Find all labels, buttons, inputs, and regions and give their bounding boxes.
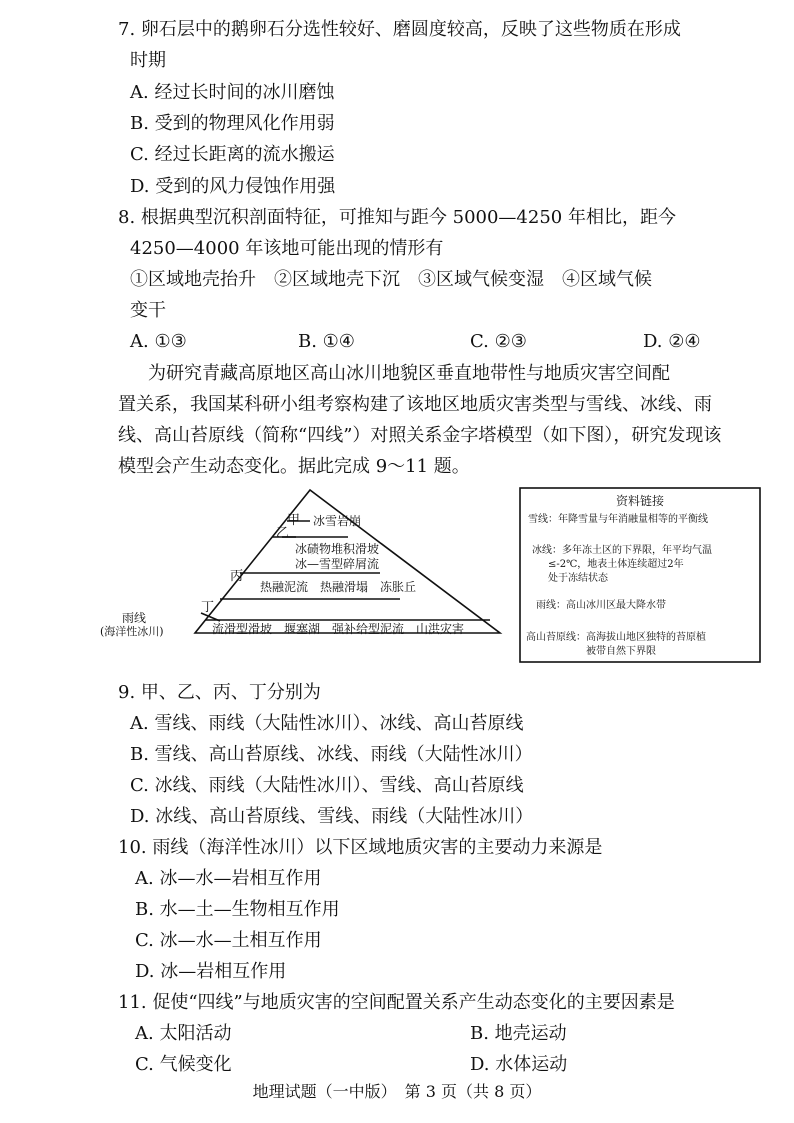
tier3-label: 热融泥流 热融滑塌 冻胀丘	[260, 580, 417, 594]
label-ding: 丁	[201, 600, 215, 615]
q11-option-a: A. 太阳活动	[135, 1023, 232, 1044]
info-tundra-2: 被带自然下界限	[586, 646, 656, 657]
info-tundra-1: 高山苔原线：高海拔山地区独特的苔原植	[526, 632, 706, 643]
info-ice-3: 处于冻结状态	[548, 573, 608, 584]
q10-option-c: C. 冰—水—土相互作用	[135, 930, 322, 951]
q7-option-b: B. 受到的物理风化作用弱	[130, 113, 335, 134]
q11-option-c: C. 气候变化	[135, 1054, 232, 1075]
label-rain-line-sub: (海洋性冰川)	[100, 625, 164, 638]
label-yi: 乙	[276, 526, 290, 541]
passage-line4: 模型会产生动态变化。据此完成 9～11 题。	[118, 456, 470, 477]
passage-line2: 置关系，我国某科研小组考察构建了该地区地质灾害类型与雪线、冰线、雨	[118, 394, 712, 415]
q10-stem: 10. 雨线（海洋性冰川）以下区域地质灾害的主要动力来源是	[118, 837, 603, 858]
q10-option-a: A. 冰—水—岩相互作用	[135, 868, 322, 889]
tier4-label: 流滑型滑坡 堰塞湖 强补给型泥流 山洪灾害	[212, 622, 465, 636]
passage-line3: 线、高山苔原线（简称“四线”）对照关系金字塔模型（如下图），研究发现该	[118, 425, 722, 446]
q8-option-c: C. ②③	[470, 331, 527, 352]
q8-choices-line1: ①区域地壳抬升 ②区域地壳下沉 ③区域气候变湿 ④区域气候	[130, 269, 652, 290]
q7-stem-line2: 时期	[130, 50, 166, 71]
q9-stem: 9. 甲、乙、丙、丁分别为	[118, 682, 321, 703]
tier2-label-1: 冰碛物堆积滑坡	[295, 542, 380, 556]
q9-option-d: D. 冰线、高山苔原线、雪线、雨线（大陆性冰川）	[130, 806, 534, 827]
label-jia: 甲	[287, 513, 301, 528]
q11-option-b: B. 地壳运动	[470, 1023, 567, 1044]
tier1-label: 冰雪岩崩	[313, 514, 362, 528]
q9-option-a: A. 雪线、雨线（大陆性冰川）、冰线、高山苔原线	[130, 713, 524, 734]
page-footer: 地理试题（一中版） 第 3 页（共 8 页）	[252, 1082, 542, 1101]
q7-option-a: A. 经过长时间的冰川磨蚀	[130, 82, 335, 103]
q8-choices-line2: 变干	[130, 300, 166, 321]
info-rain: 雨线：高山冰川区最大降水带	[536, 600, 666, 611]
q8-option-b: B. ①④	[298, 331, 355, 352]
label-bing: 丙	[230, 569, 244, 584]
info-snow: 雪线：年降雪量与年消融量相等的平衡线	[528, 514, 708, 525]
q8-option-d: D. ②④	[643, 331, 701, 352]
q8-stem-line1: 8. 根据典型沉积剖面特征，可推知与距今 5000—4250 年相比，距今	[118, 207, 676, 228]
q7-option-d: D. 受到的风力侵蚀作用强	[130, 176, 336, 197]
q8-option-a: A. ①③	[130, 331, 187, 352]
q9-option-b: B. 雪线、高山苔原线、冰线、雨线（大陆性冰川）	[130, 744, 533, 765]
info-box-title: 资料链接	[615, 494, 665, 508]
info-ice-1: 冰线：多年冻土区的下界限，年平均气温	[532, 545, 712, 556]
q11-option-d: D. 水体运动	[470, 1054, 568, 1075]
q8-stem-line2: 4250—4000 年该地可能出现的情形有	[130, 238, 444, 259]
q10-option-d: D. 冰—岩相互作用	[135, 961, 287, 982]
q9-option-c: C. 冰线、雨线（大陆性冰川）、雪线、高山苔原线	[130, 775, 524, 796]
q10-option-b: B. 水—土—生物相互作用	[135, 899, 340, 920]
label-rain-line: 雨线	[122, 611, 147, 625]
q7-stem-line1: 7. 卵石层中的鹅卵石分选性较好、磨圆度较高，反映了这些物质在形成	[118, 19, 681, 40]
pyramid-figure	[100, 485, 770, 665]
passage-line1: 为研究青藏高原地区高山冰川地貌区垂直地带性与地质灾害空间配	[148, 363, 670, 384]
tier2-label-2: 冰—雪型碎屑流	[295, 557, 380, 571]
q7-option-c: C. 经过长距离的流水搬运	[130, 144, 335, 165]
q11-stem: 11. 促使“四线”与地质灾害的空间配置关系产生动态变化的主要因素是	[118, 992, 675, 1013]
info-ice-2: ≤-2℃，地表土体连续超过2年	[548, 559, 684, 570]
